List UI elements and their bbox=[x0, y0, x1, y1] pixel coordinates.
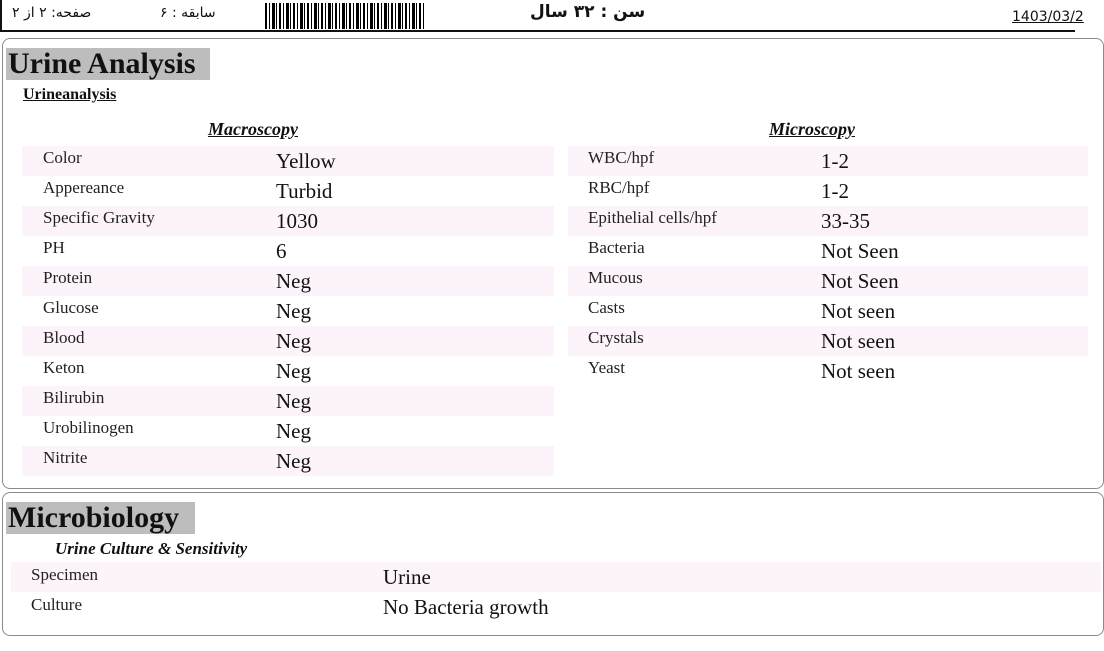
header-left-border bbox=[0, 0, 2, 32]
test-result: Neg bbox=[276, 359, 311, 383]
result-row bbox=[568, 266, 1088, 296]
test-result: 1-2 bbox=[821, 149, 849, 173]
patient-age: سن : ۳۲ سال bbox=[530, 2, 646, 22]
test-name: PH bbox=[43, 238, 65, 257]
result-row bbox=[22, 266, 554, 296]
microscopy-heading: Microscopy bbox=[769, 119, 855, 139]
result-row bbox=[22, 446, 554, 476]
test-name: Keton bbox=[43, 358, 85, 377]
result-row bbox=[22, 386, 554, 416]
result-row bbox=[568, 236, 1088, 266]
test-result: Urine bbox=[383, 565, 431, 589]
result-row bbox=[568, 356, 1088, 386]
test-result: Neg bbox=[276, 419, 311, 443]
test-result: Neg bbox=[276, 299, 311, 323]
test-result: 33-35 bbox=[821, 209, 870, 233]
test-result: Not seen bbox=[821, 359, 896, 383]
culture-table bbox=[11, 562, 1101, 622]
microbiology-section bbox=[2, 492, 1104, 636]
report-date: 1403/03/2 bbox=[1012, 9, 1084, 25]
test-name: WBC/hpf bbox=[588, 148, 655, 167]
barcode bbox=[265, 3, 425, 29]
page-number: صفحه: ۲ از ۲ bbox=[12, 5, 92, 21]
test-name: Casts bbox=[588, 298, 625, 317]
macroscopy-table bbox=[22, 146, 554, 476]
test-result: Not Seen bbox=[821, 269, 899, 293]
test-name: RBC/hpf bbox=[588, 178, 650, 197]
test-result: 6 bbox=[276, 239, 287, 263]
test-result: Neg bbox=[276, 269, 311, 293]
result-row bbox=[22, 206, 554, 236]
test-name: Epithelial cells/hpf bbox=[588, 208, 717, 227]
result-row bbox=[568, 206, 1088, 236]
result-row bbox=[22, 416, 554, 446]
result-row bbox=[568, 176, 1088, 206]
result-row bbox=[568, 146, 1088, 176]
result-row bbox=[22, 356, 554, 386]
test-name: Appereance bbox=[43, 178, 125, 197]
result-row bbox=[11, 592, 1101, 622]
test-result: Neg bbox=[276, 449, 311, 473]
section-title: Microbiology bbox=[6, 502, 195, 534]
result-row bbox=[568, 326, 1088, 356]
test-name: Crystals bbox=[588, 328, 644, 347]
result-row bbox=[22, 326, 554, 356]
test-name: Mucous bbox=[588, 268, 643, 287]
result-row bbox=[568, 296, 1088, 326]
test-result: Not Seen bbox=[821, 239, 899, 263]
test-name: Bacteria bbox=[588, 238, 645, 257]
test-name: Blood bbox=[43, 328, 85, 347]
test-name: Urobilinogen bbox=[43, 418, 134, 437]
test-name: Culture bbox=[31, 595, 82, 614]
test-name: Protein bbox=[43, 268, 93, 287]
result-row bbox=[22, 146, 554, 176]
test-result: Yellow bbox=[276, 149, 336, 173]
result-row bbox=[11, 562, 1101, 592]
test-result: Not seen bbox=[821, 299, 896, 323]
test-name: Yeast bbox=[588, 358, 626, 377]
result-row bbox=[22, 176, 554, 206]
test-name: Bilirubin bbox=[43, 388, 105, 407]
report-header bbox=[0, 0, 1084, 33]
test-name: Nitrite bbox=[43, 448, 88, 467]
urine-analysis-section bbox=[2, 38, 1104, 489]
test-result: 1-2 bbox=[821, 179, 849, 203]
test-result: Neg bbox=[276, 389, 311, 413]
result-row bbox=[22, 296, 554, 326]
test-result: Turbid bbox=[276, 179, 333, 203]
test-name: Specimen bbox=[31, 565, 99, 584]
culture-title: Urine Culture & Sensitivity bbox=[55, 539, 248, 558]
record-number: سابقه : ۶ bbox=[160, 5, 216, 21]
test-name: Specific Gravity bbox=[43, 208, 155, 227]
test-name: Color bbox=[43, 148, 82, 167]
test-name: Glucose bbox=[43, 298, 99, 317]
macroscopy-heading: Macroscopy bbox=[208, 119, 298, 139]
test-result: Not seen bbox=[821, 329, 896, 353]
header-divider bbox=[0, 30, 1075, 32]
test-result: No Bacteria growth bbox=[383, 595, 549, 619]
test-result: Neg bbox=[276, 329, 311, 353]
section-subtitle: Urineanalysis bbox=[23, 86, 117, 103]
result-row bbox=[22, 236, 554, 266]
microscopy-table bbox=[568, 146, 1088, 386]
section-title: Urine Analysis bbox=[6, 48, 210, 80]
test-result: 1030 bbox=[276, 209, 318, 233]
